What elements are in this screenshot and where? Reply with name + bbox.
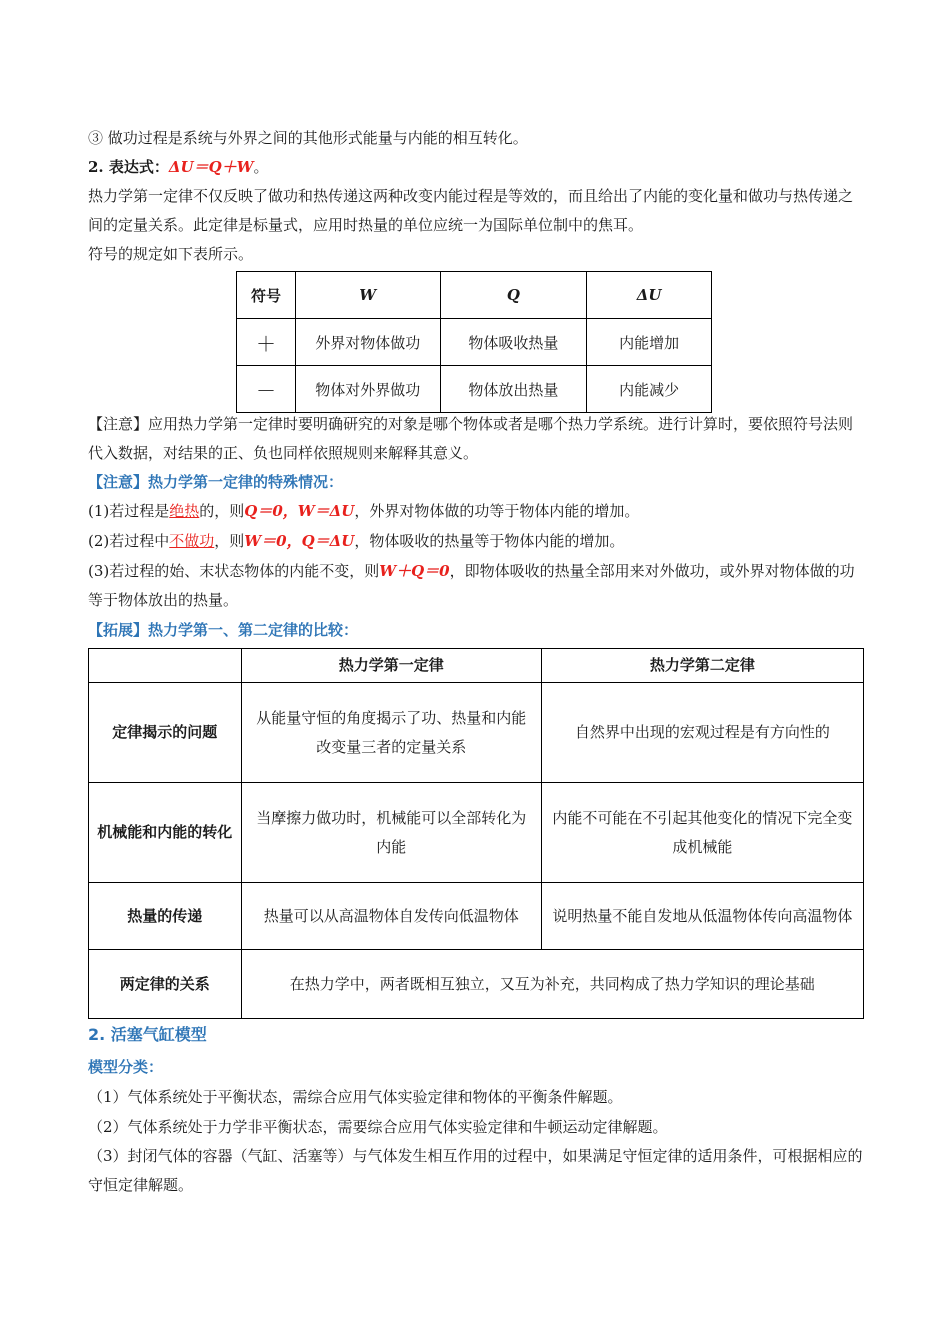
comparison-cell: 内能不可能在不引起其他变化的情况下完全变成机械能 [541, 783, 863, 883]
section-2-title [88, 1025, 864, 1045]
special-cases-title-text: 【注意】热力学第一定律的特殊情况： [88, 473, 344, 491]
comparison-header-row [89, 649, 864, 683]
comparison-cell: 自然界中出现的宏观过程是有方向性的 [541, 683, 863, 783]
comparison-cell: 从能量守恒的角度揭示了功、热量和内能改变量三者的定量关系 [241, 683, 541, 783]
case-3-text: ，即物体吸收的热量全部用来对外做功，或外界对物体做的功等于物体放出的热量。 [88, 562, 855, 609]
case-3-formula: W＋Q＝0 [379, 562, 450, 580]
sign-cell: 物体放出热量 [440, 366, 587, 413]
comparison-row-label: 定律揭示的问题 [89, 683, 242, 783]
sign-header-cell: 符号 [237, 272, 296, 319]
comparison-row-label: 两定律的关系 [89, 950, 242, 1019]
comparison-cell: 说明热量不能自发地从低温物体传向高温物体 [541, 883, 863, 950]
comparison-merged-cell: 在热力学中，两者既相互独立，又互为补充，共同构成了热力学知识的理论基础 [241, 950, 863, 1019]
sign-table-row [237, 319, 712, 366]
sign-cell: 物体吸收热量 [440, 319, 587, 366]
sign-header-cell: ΔU [587, 272, 712, 319]
model-item-2: （2）气体系统处于力学非平衡状态，需要综合应用气体实验定律和牛顿运动定律解题。 [88, 1118, 668, 1136]
special-cases-title [88, 472, 864, 492]
case-1-text: 的，则 [199, 502, 245, 520]
sign-cell: － [237, 366, 296, 413]
expression-line [88, 157, 864, 177]
comparison-row-label: 热量的传递 [89, 883, 242, 950]
comparison-row [89, 883, 864, 950]
comparison-corner-cell [89, 649, 242, 683]
case-2-text: ，则 [214, 532, 245, 550]
comparison-row [89, 783, 864, 883]
table-intro: 符号的规定如下表所示。 [88, 245, 254, 263]
extension-title [88, 620, 864, 640]
note-paragraph: 【注意】应用热力学第一定律时要明确研究的对象是哪个物体或者是哪个热力学系统。进行计算时，要依照符号法则代入数据，对结果的正、负也同样依照规则来解释其意义。 [88, 415, 854, 462]
sign-cell: 物体对外界做功 [295, 366, 440, 413]
sign-cell: 内能减少 [587, 366, 712, 413]
sign-table [236, 271, 712, 413]
case-3-text: (3)若过程的始、末状态物体的内能不变，则 [88, 562, 380, 580]
case-2-formula: W＝0，Q＝ΔU [244, 532, 355, 550]
model-item-3: （3）封闭气体的容器（气缸、活塞等）与气体发生相互作用的过程中，如果满足守恒定律的适用条件，可根据相应的守恒定律解题。 [88, 1147, 863, 1194]
expression-label: 2. 表达式： [88, 158, 169, 176]
case-1-text: (1)若过程是 [88, 502, 170, 520]
sign-table-row [237, 366, 712, 413]
expression-end: 。 [253, 158, 269, 176]
description-paragraph: 热力学第一定律不仅反映了做功和热传递这两种改变内能过程是等效的，而且给出了内能的变化量和做功与热传递之间的定量关系。此定律是标量式，应用时热量的单位应统一为国际单位制中的焦耳。 [88, 187, 854, 234]
model-item-1: （1）气体系统处于平衡状态，需综合应用气体实验定律和物体的平衡条件解题。 [88, 1088, 623, 1106]
case-1-keyword: 绝热 [169, 502, 200, 520]
comparison-cell: 热量可以从高温物体自发传向低温物体 [241, 883, 541, 950]
case-1 [88, 501, 864, 521]
case-1-text: ，外界对物体做的功等于物体内能的增加。 [354, 502, 640, 520]
sign-cell: 内能增加 [587, 319, 712, 366]
case-2-keyword: 不做功 [169, 532, 215, 550]
comparison-row [89, 683, 864, 783]
model-title [88, 1057, 864, 1077]
comparison-header-cell: 热力学第一定律 [241, 649, 541, 683]
case-1-formula: Q＝0，W＝ΔU [244, 502, 355, 520]
intro-line-3: ③ 做功过程是系统与外界之间的其他形式能量与内能的相互转化。 [88, 129, 528, 147]
comparison-cell: 当摩擦力做功时，机械能可以全部转化为内能 [241, 783, 541, 883]
sign-header-cell: W [295, 272, 440, 319]
case-3 [88, 557, 864, 615]
sign-table-header [237, 272, 712, 319]
comparison-row [89, 950, 864, 1019]
model-title-text: 模型分类： [88, 1058, 164, 1076]
sign-cell: ＋ [237, 319, 296, 366]
section-2-title-text: 2. 活塞气缸模型 [88, 1025, 207, 1044]
case-2-text: ，物体吸收的热量等于物体内能的增加。 [354, 532, 625, 550]
comparison-row-label: 机械能和内能的转化 [89, 783, 242, 883]
sign-cell: 外界对物体做功 [295, 319, 440, 366]
sign-header-cell: Q [440, 272, 587, 319]
case-2 [88, 531, 864, 551]
extension-title-text: 【拓展】热力学第一、第二定律的比较： [88, 621, 359, 639]
case-2-text: (2)若过程中 [88, 532, 170, 550]
comparison-table [88, 648, 864, 1019]
expression-formula: ΔU＝Q＋W [168, 158, 254, 176]
comparison-header-cell: 热力学第二定律 [541, 649, 863, 683]
